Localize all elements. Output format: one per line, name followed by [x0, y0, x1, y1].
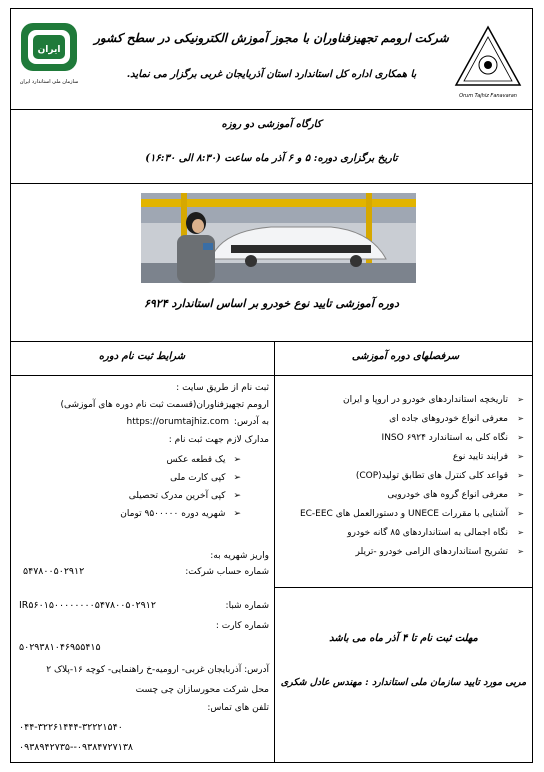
phone-label: تلفن های تماس: — [207, 703, 269, 713]
syllabus-item: ➢تشریح استانداردهای الزامی خودرو -تریلر — [281, 543, 524, 560]
account-label: شماره حساب شرکت: — [185, 567, 269, 577]
registration-header: شرایط ثبت نام دوره — [98, 351, 186, 362]
divider — [11, 375, 532, 376]
card-number: ۵۰۲۹۳۸۱۰۴۶۹۵۵۴۱۵ — [19, 642, 101, 653]
syllabus-item: ➢قواعد کلی کنترل های تطابق تولید(COP) — [281, 467, 524, 484]
workshop-title: کارگاه آموزشی دو روزه — [221, 119, 322, 130]
arrow-bullet-icon: ➢ — [517, 528, 524, 537]
arrow-bullet-icon: ➢ — [517, 547, 524, 556]
syllabus-item: ➢نگاه کلی به استاندارد INSO ۶۹۲۴ — [281, 429, 524, 446]
arrow-bullet-icon: ➢ — [517, 490, 524, 499]
arrow-bullet-icon: ➢ — [517, 471, 524, 480]
divider — [11, 183, 532, 184]
syllabus-list — [275, 391, 532, 581]
account-number: ۵۴۷۸۰۰۵۰۲۹۱۲ — [23, 566, 85, 577]
instructor-text: مربی مورد تایید سازمان ملی استاندارد : مهندس عادل شکری — [280, 677, 527, 688]
divider — [11, 109, 532, 110]
syllabus-item: ➢فرایند تایید نوع — [281, 448, 524, 465]
header-subtitle: با همکاری اداره کل استاندارد استان آذربایجان غربی برگزار می نماید. — [126, 69, 417, 80]
standard-logo-caption: سازمان ملی استاندارد ایران — [19, 79, 79, 85]
doc-item: ➢کپی آخرین مدرک تحصیلی — [128, 491, 241, 501]
workshop-date: تاریخ برگزاری دوره: ۵ و ۶ آذر ماه ساعت (۸:۳۰ الی ۱۶:۳۰) — [145, 153, 398, 164]
docs-label: مدارک لازم جهت ثبت نام : — [168, 435, 269, 445]
arrow-bullet-icon: ➢ — [517, 433, 524, 442]
arrow-bullet-icon: ➢ — [233, 473, 241, 483]
syllabus-item: ➢تاریخچه استانداردهای خودرو در اروپا و ایران — [281, 391, 524, 408]
divider — [11, 341, 532, 342]
arrow-bullet-icon: ➢ — [517, 452, 524, 461]
phone-numbers: ۰۴۴-۳۲۲۶۱۴۴۴-۳۲۲۲۱۵۴۰ — [19, 722, 123, 733]
doc-item: ➢شهریه دوره ۹۵۰۰۰۰۰ تومان — [120, 509, 241, 519]
course-title: دوره آموزشی تایید نوع خودرو بر اساس استاندارد ۶۹۲۴ — [143, 297, 399, 310]
sheba-label: شماره شبا: — [225, 601, 269, 611]
divider — [274, 587, 532, 588]
syllabus-item: ➢نگاه اجمالی به استانداردهای ۸۵ گانه خودرو — [281, 524, 524, 541]
standard-org-logo — [19, 21, 79, 99]
site-line: ثبت نام از طریق سایت : — [176, 383, 269, 393]
syllabus-item: ➢معرفی انواع خودروهای جاده ای — [281, 410, 524, 427]
syllabus-item: ➢معرفی انواع گروه های خودرویی — [281, 486, 524, 503]
doc-item: ➢یک قطعه عکس — [166, 455, 241, 465]
arrow-bullet-icon: ➢ — [517, 395, 524, 404]
arrow-bullet-icon: ➢ — [517, 414, 524, 423]
svg-text:ایران: ایران — [37, 45, 61, 55]
company-location: محل شرکت محورسازان چی چست — [135, 685, 269, 695]
car-factory-photo-icon — [141, 193, 416, 283]
site-desc: ارومم تجهیزفناوران(قسمت ثبت نام دوره های آموزشی) — [60, 400, 269, 410]
arrow-bullet-icon: ➢ — [233, 455, 241, 465]
deadline-text: مهلت ثبت نام تا ۴ آذر ماه می باشد — [329, 633, 478, 644]
syllabus-header: سرفصلهای دوره آموزشی — [351, 351, 460, 362]
header-title: شرکت ارومم تجهیزفناوران با مجوز آموزش الکترونیکی در سطح کشور — [94, 31, 449, 45]
workshop-photo — [141, 193, 416, 283]
syllabus-item: ➢آشنایی با مقررات UNECE و دستورالعمل های EC-EEC — [281, 505, 524, 522]
standard-logo-icon — [19, 21, 79, 73]
company-logo-caption: Orum Tajhiz Fanavaran — [459, 93, 517, 99]
page-frame — [10, 8, 533, 763]
card-label: شماره کارت : — [215, 621, 269, 631]
mobile-numbers: ۰۹۳۸۴۷۲۷۱۳۸--۰۹۳۸۹۴۲۷۳۵ — [19, 742, 134, 753]
company-address: آدرس: آذربایجان غربی- ارومیه-خ راهنمایی- کوچه ۱۶-پلاک ۲ — [46, 665, 269, 675]
arrow-bullet-icon: ➢ — [233, 491, 241, 501]
doc-item: ➢کپی کارت ملی — [170, 473, 241, 483]
arrow-bullet-icon: ➢ — [233, 509, 241, 519]
website-link[interactable]: https://orumtajhiz.com — [126, 417, 229, 427]
company-logo — [452, 23, 524, 103]
registration-panel — [17, 379, 269, 759]
arrow-bullet-icon: ➢ — [517, 509, 524, 518]
sheba-number: IR۵۶۰۱۵۰۰۰۰۰۰۰۰۵۴۷۸۰۰۵۰۲۹۱۲ — [19, 600, 156, 611]
deposit-label: واریز شهریه به: — [210, 551, 269, 561]
triangle-logo-icon — [452, 23, 524, 89]
address-label: به آدرس: — [233, 417, 269, 427]
